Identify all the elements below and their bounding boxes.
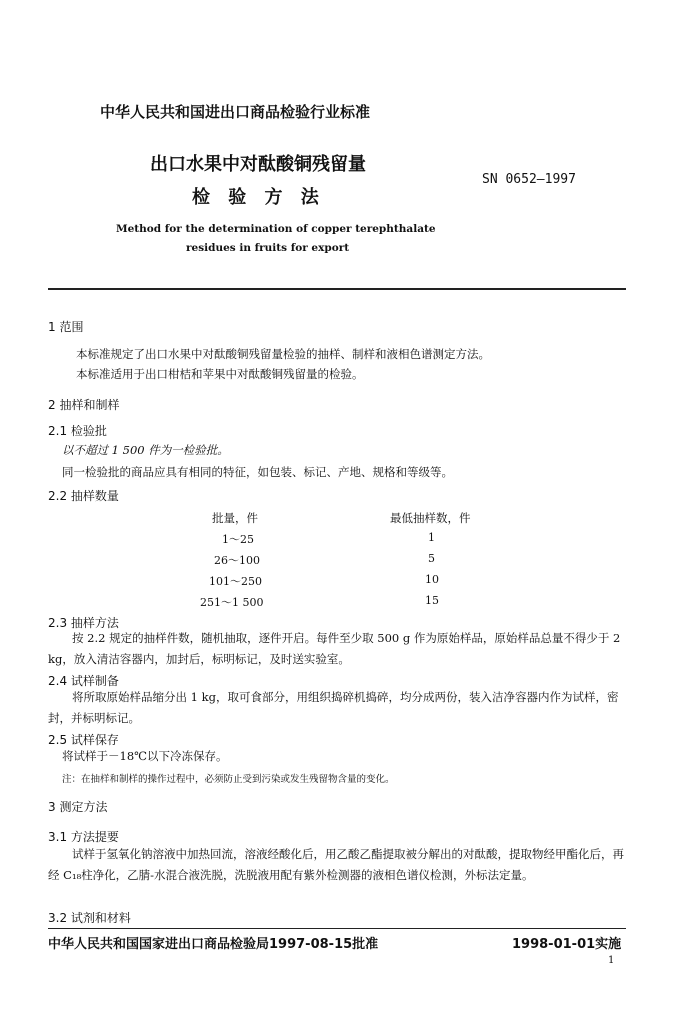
section-1-paragraph-2: 本标准适用于出口柑桔和苹果中对酞酸铜残留量的检验。 bbox=[76, 367, 364, 381]
standard-category: 中华人民共和国进出口商品检验行业标准 bbox=[100, 103, 371, 121]
approval-statement: 中华人民共和国国家进出口商品检验局1997-08-15批准 bbox=[48, 937, 379, 952]
table-row-batch: 1～25 bbox=[222, 533, 254, 546]
page-number: 1 bbox=[608, 955, 615, 966]
table-row-min: 10 bbox=[425, 573, 439, 586]
section-2-5-paragraph: 将试样于－18℃以下冷冻保存。 bbox=[62, 749, 228, 763]
document-title-line2: 检 验 方 法 bbox=[192, 187, 325, 208]
table-row-batch: 251～1 500 bbox=[200, 596, 264, 609]
section-2-heading: 2 抽样和制样 bbox=[48, 398, 120, 412]
section-3-heading: 3 测定方法 bbox=[48, 800, 108, 814]
footer-divider bbox=[48, 928, 626, 929]
section-2-3-paragraph: 按 2.2 规定的抽样件数，随机抽取，逐件开启。每件至少取 500 g 作为原始样品，原始样品总量不得少于 2 kg，放入清洁容器内，加封后，标明标记，及时送实验室。 bbox=[48, 631, 621, 666]
document-title-line1: 出口水果中对酞酸铜残留量 bbox=[150, 154, 366, 175]
table-row-min: 5 bbox=[428, 552, 435, 565]
english-title-line1: Method for the determination of copper terephthalate bbox=[116, 223, 436, 235]
standard-code: SN 0652—1997 bbox=[482, 172, 576, 187]
table-row-min: 1 bbox=[428, 531, 435, 544]
section-2-3-heading: 2.3 抽样方法 bbox=[48, 616, 119, 630]
section-1-paragraph-1: 本标准规定了出口水果中对酞酸铜残留量检验的抽样、制样和液相色谱测定方法。 bbox=[76, 347, 490, 361]
section-1-heading: 1 范围 bbox=[48, 320, 84, 334]
table-row-min: 15 bbox=[425, 594, 439, 607]
table-row-batch: 101～250 bbox=[209, 575, 262, 588]
section-2-5-heading: 2.5 试样保存 bbox=[48, 733, 119, 747]
english-title-line2: residues in fruits for export bbox=[186, 242, 350, 254]
table-row-batch: 26～100 bbox=[214, 554, 260, 567]
implementation-date: 1998-01-01实施 bbox=[512, 937, 622, 952]
section-2-4-paragraph: 将所取原始样品缩分出 1 kg，取可食部分，用组织捣碎机捣碎，均分成两份，装入洁净容器内作为试样，密封，并标明标记。 bbox=[48, 690, 619, 725]
section-2-4-heading: 2.4 试样制备 bbox=[48, 674, 119, 688]
section-2-5-note: 注：在抽样和制样的操作过程中，必须防止受到污染或发生残留物含量的变化。 bbox=[62, 774, 395, 785]
section-2-2-heading: 2.2 抽样数量 bbox=[48, 489, 119, 503]
table-header-batch: 批量，件 bbox=[212, 511, 258, 525]
section-3-2-heading: 3.2 试剂和材料 bbox=[48, 911, 131, 925]
section-3-1-heading: 3.1 方法提要 bbox=[48, 830, 119, 844]
section-2-1-paragraph-1: 以不超过 1 500 件为一检验批。 bbox=[62, 443, 229, 457]
section-3-1-paragraph: 试样于氢氧化钠溶液中加热回流，溶液经酸化后，用乙酸乙酯提取被分解出的对酞酸，提取物经甲酯化后，再经 C₁₈柱净化，乙腈-水混合液洗脱，洗脱液用配有紫外检测器的液相色谱仪检测，外标法定量。 bbox=[48, 847, 624, 882]
section-2-1-paragraph-2: 同一检验批的商品应具有相同的特征，如包装、标记、产地、规格和等级等。 bbox=[62, 465, 453, 479]
table-header-min-samples: 最低抽样数，件 bbox=[390, 511, 471, 525]
section-2-1-heading: 2.1 检验批 bbox=[48, 424, 107, 438]
